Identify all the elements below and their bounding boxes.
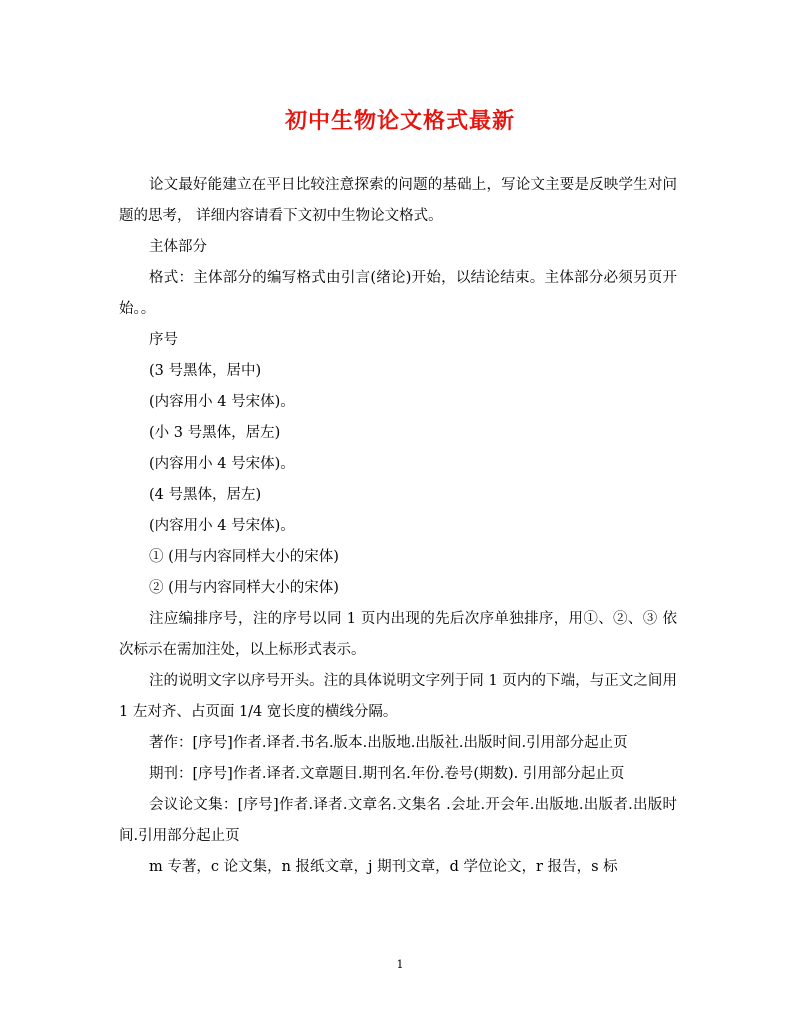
paragraph-ref-proceedings: 会议论文集：[序号]作者.译者.文章名.文集名 .会址.开会年.出版地.出版者.出版时间.引用部分起止页 (119, 797, 677, 844)
heading-main-body: 主体部分 (149, 239, 207, 255)
list-item: (内容用小 4 号宋体)。 (149, 394, 295, 410)
document-body (119, 170, 677, 883)
document-title: 初中生物论文格式最新 (284, 108, 515, 134)
paragraph-notes-numbering: 注应编排序号，注的序号以同 1 页内出现的先后次序单独排序，用①、②、③ 依次标示在需加注处，以上标形式表示。 (119, 611, 677, 658)
list-item: (内容用小 4 号宋体)。 (149, 456, 295, 472)
paragraph-intro: 论文最好能建立在平日比较注意探索的问题的基础上，写论文主要是反映学生对问题的思考， 详细内容请看下文初中生物论文格式。 (119, 177, 677, 224)
paragraph-ref-book: 著作：[序号]作者.译者.书名.版本.出版地.出版社.出版时间.引用部分起止页 (149, 735, 628, 751)
paragraph-notes-text: 注的说明文字以序号开头。注的具体说明文字列于同 1 页内的下端，与正文之间用 1 左对齐、占页面 1/4 宽长度的横线分隔。 (119, 673, 677, 720)
paragraph-ref-journal: 期刊：[序号]作者.译者.文章题目.期刊名.年份.卷号(期数). 引用部分起止页 (149, 766, 625, 782)
list-item: (小 3 号黑体，居左) (149, 425, 281, 441)
list-item: (内容用小 4 号宋体)。 (149, 518, 295, 534)
list-item: (3 号黑体，居中) (149, 363, 262, 379)
list-item: (4 号黑体，居左) (149, 487, 262, 503)
list-item: ② (用与内容同样大小的宋体) (149, 580, 339, 596)
paragraph-format: 格式：主体部分的编写格式由引言(绪论)开始，以结论结束。主体部分必须另页开始。。 (119, 270, 677, 317)
list-item: ① (用与内容同样大小的宋体) (149, 549, 339, 565)
paragraph-ref-types: m 专著，c 论文集，n 报纸文章，j 期刊文章，d 学位论文，r 报告，s 标 (149, 859, 618, 875)
page-number: 1 (396, 958, 404, 971)
heading-serial-number: 序号 (149, 332, 178, 348)
